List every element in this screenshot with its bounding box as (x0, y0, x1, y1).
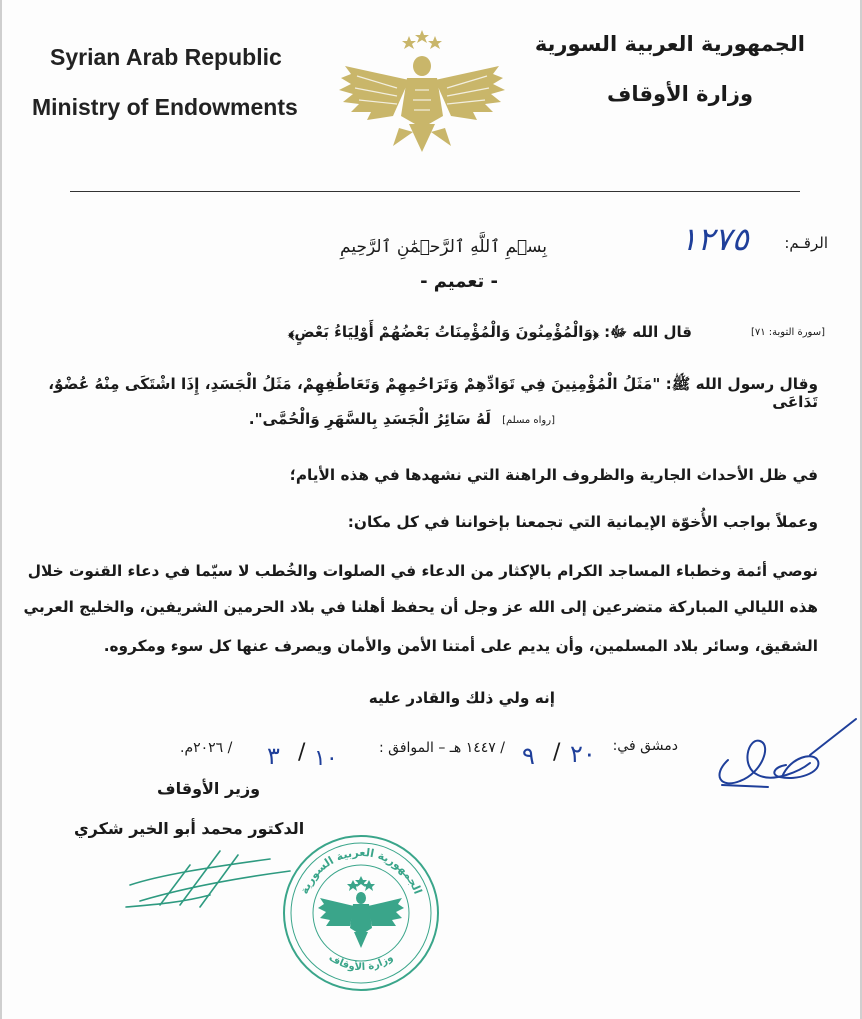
hijri-month: ٩ (522, 742, 535, 770)
hijri-day: ٢٠ (570, 740, 596, 768)
quran-source: [سورة التوبة: ٧١] (750, 327, 825, 338)
seal-bottom-text: وزارة الأوقاف (326, 952, 396, 974)
gregorian-day: ١٠ (314, 746, 338, 771)
seal-arc-text: الجمهورية العربية السورية (297, 845, 425, 896)
header-arabic-line2: وزارة الأوقاف (606, 82, 753, 106)
hadith-source: [رواه مسلم] (502, 415, 555, 426)
date-slash-2: / (298, 740, 306, 765)
header-english-line2: Ministry of Endowments (32, 94, 298, 120)
paragraph-directive-line1: نوصي أئمة وخطباء المساجد الكرام بالإكثار من الدعاء في الصلوات والخُطب لا سيّما في دعاء القنوت خلال (27, 562, 818, 580)
document-title: - تعميم - (420, 271, 498, 292)
closing-line: إنه ولي ذلك والقادر عليه (368, 689, 555, 707)
header-divider (70, 191, 800, 192)
paragraph-brotherhood: وعملاً بواجب الأُخوّة الإيمانية التي تجمعنا بإخواننا في كل مكان: (347, 513, 818, 531)
header-english-line1: Syrian Arab Republic (50, 44, 282, 70)
signatory-name: الدكتور محمد أبو الخير شكري (74, 819, 305, 838)
signatory-title: وزير الأوقاف (157, 779, 261, 798)
eagle-emblem-icon (337, 28, 507, 158)
gregorian-month: ٣ (267, 742, 280, 770)
quran-verse: قال الله ﷻ: ﴿وَالْمُؤْمِنُونَ وَالْمُؤْمِنَاتُ بَعْضُهُمْ أَوْلِيَاءُ بَعْضٍ﴾ (288, 323, 692, 341)
paraph-signature (710, 715, 860, 795)
gregorian-year: / ٢٠٢٦م. (180, 740, 233, 756)
hadith-line1: وقال رسول الله ﷺ: "مَثَلُ الْمُؤْمِنِينَ فِي تَوَادِّهِمْ وَتَرَاحُمِهِمْ وَتَعَاطُفِهِمْ، مَثَلُ الْجَسَدِ، إِذَا اشْتَكَى مِنْهُ عُضْوٌ، تَدَاعَى (48, 375, 818, 412)
hadith-line2: لَهُ سَائِرُ الْجَسَدِ بِالسَّهَرِ وَالْحُمَّى". (248, 410, 491, 428)
basmala: بِسۡمِ ٱللَّهِ ٱلرَّحۡمَٰنِ ٱلرَّحِيمِ (340, 237, 547, 257)
paragraph-directive-line3: الشقيق، وسائر بلاد المسلمين، وأن يديم على أمتنا الأمن والأمان ويصرف عنها كل سوء ومكروه. (103, 637, 818, 655)
date-slash-1: / (553, 740, 561, 765)
reference-label: الرقـم: (784, 234, 828, 252)
hijri-year-and-label: / ١٤٤٧ هـ – الموافق : (379, 740, 505, 756)
paragraph-context: في ظل الأحداث الجارية والظروف الراهنة التي نشهدها في هذه الأيام؛ (289, 466, 818, 484)
reference-number: ١٢٧٥ (680, 220, 749, 258)
header-arabic-line1: الجمهورية العربية السورية (534, 32, 805, 56)
official-seal-icon (280, 832, 442, 994)
paragraph-directive-line2: هذه الليالي المباركة متضرعين إلى الله عز وجل أن يحفظ أهلنا في بلاد الحرمين الشريفين، والخليج العربي (23, 598, 818, 616)
minister-signature (120, 845, 295, 915)
date-prefix: دمشق في: (612, 738, 678, 754)
